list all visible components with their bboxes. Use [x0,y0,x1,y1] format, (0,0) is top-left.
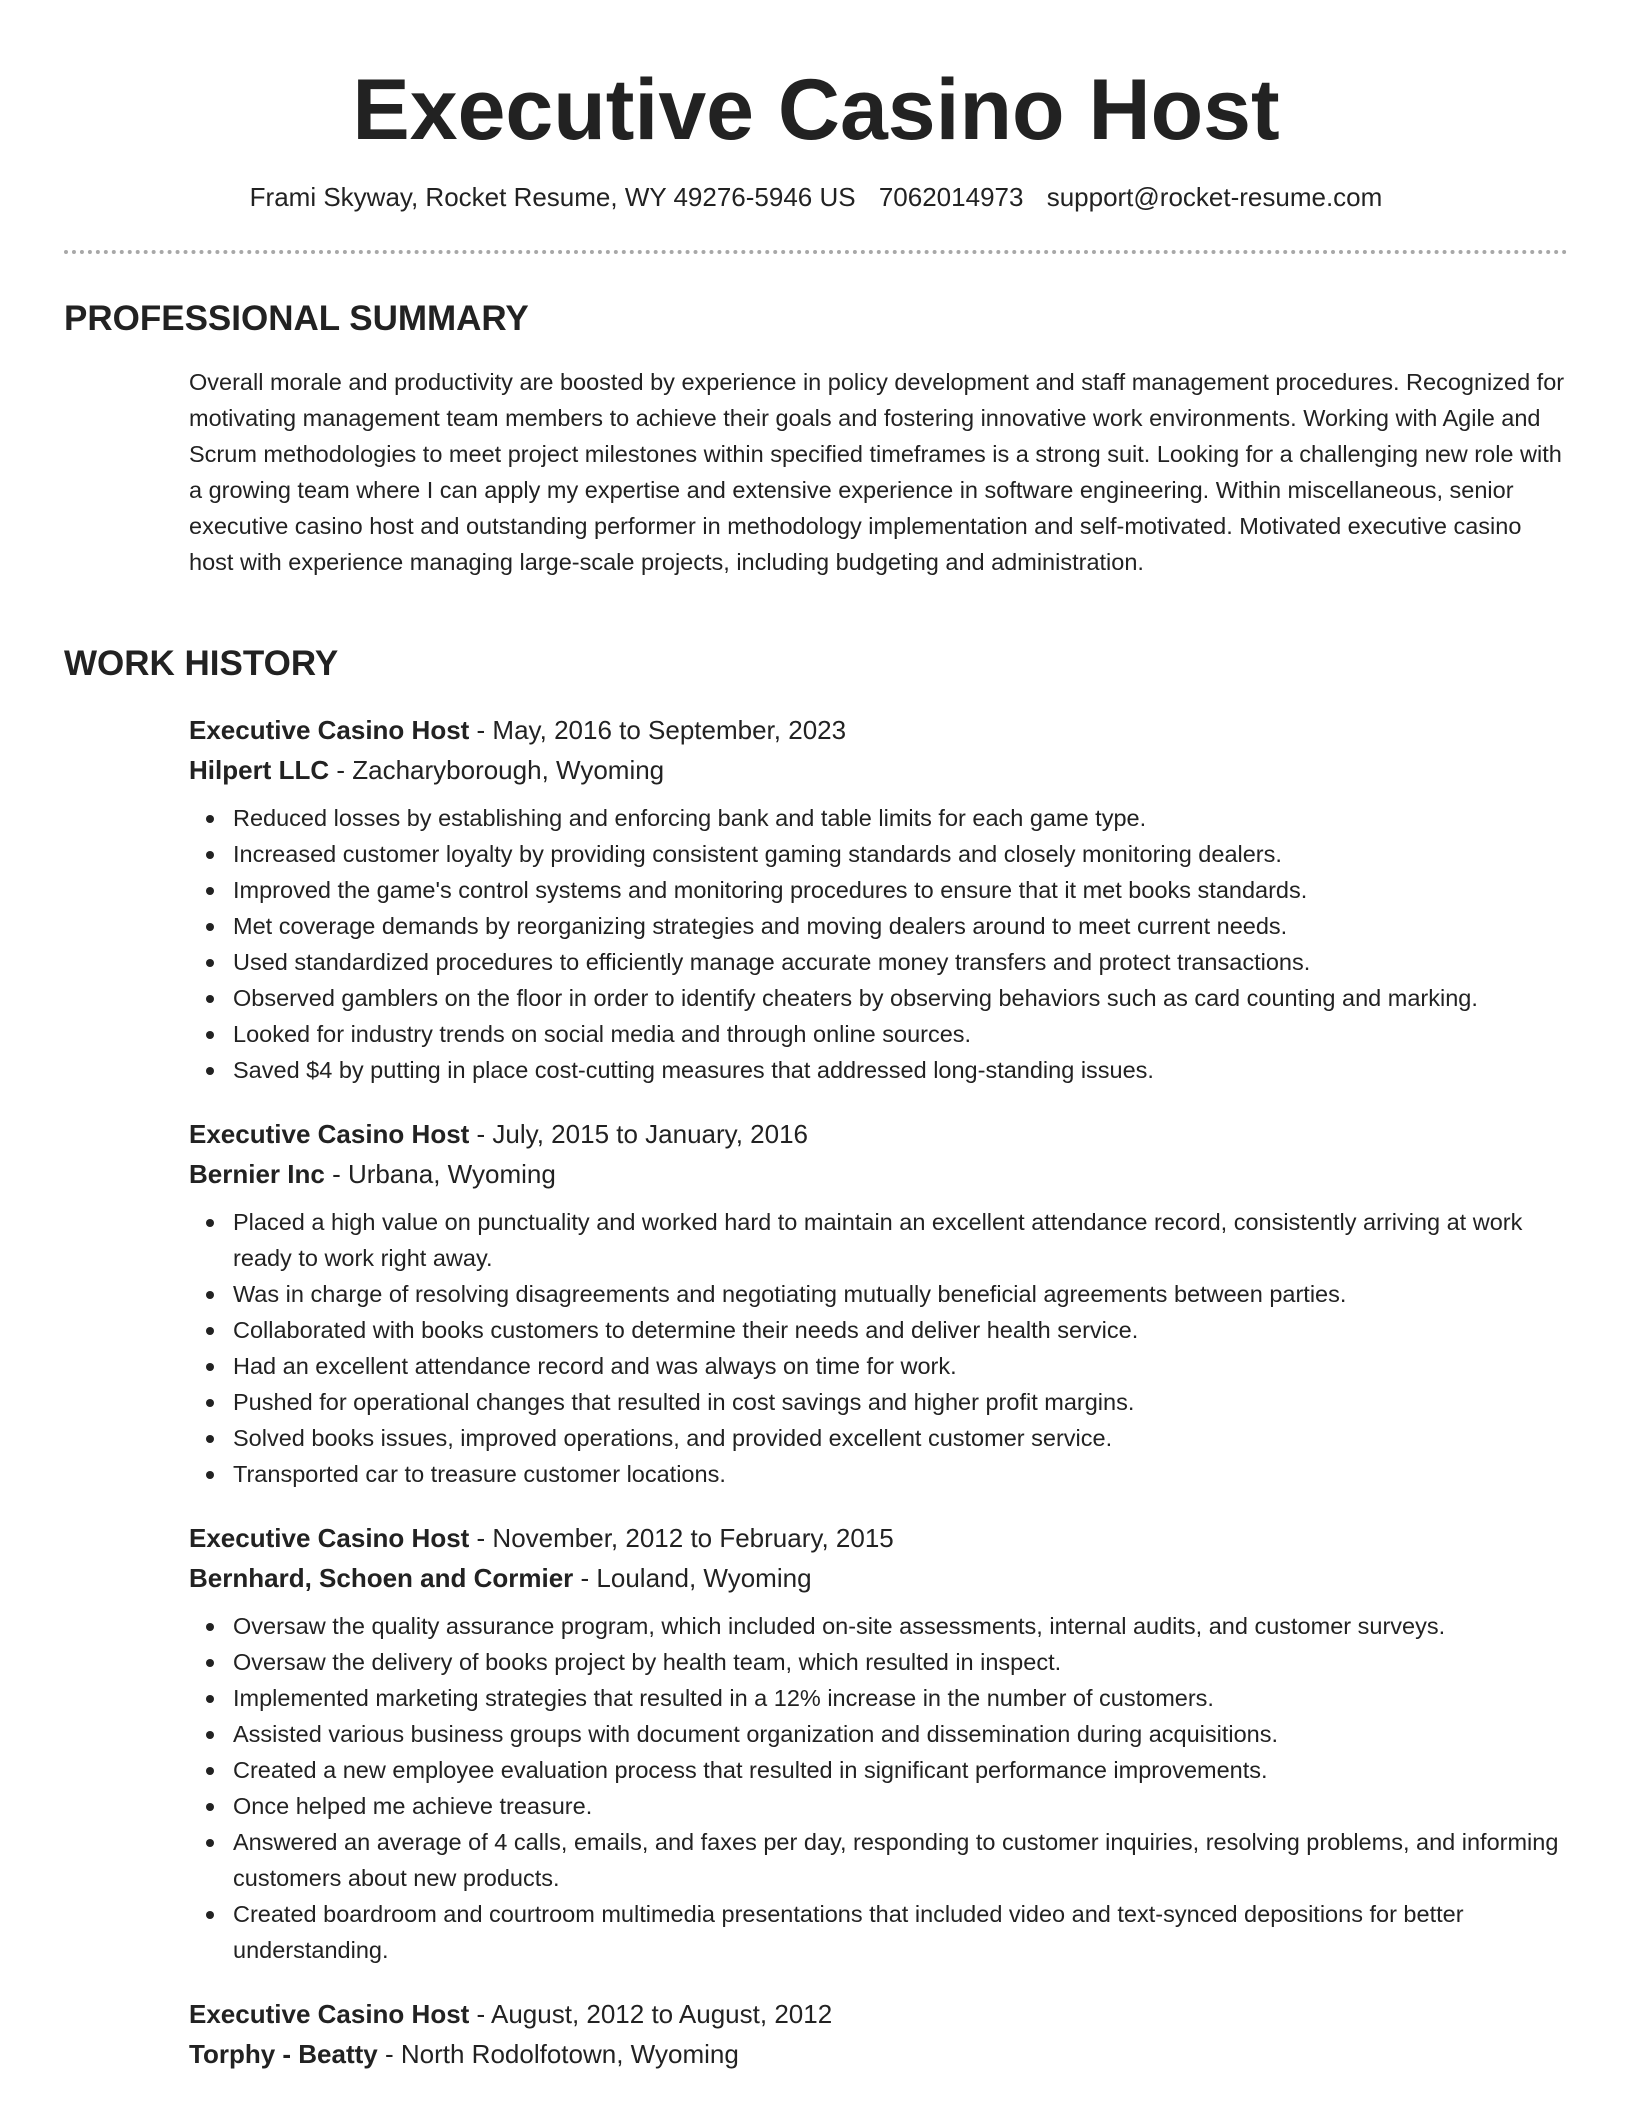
professional-summary-text: Overall morale and productivity are boosted by experience in policy development and staff management procedures. Recognized for motivating management team members to achieve their goals and fostering innovative work environments. Working with Agile and Scrum methodologies to meet project milestones within specified timeframes is a strong suit. Looking for a challenging new role with a growing team where I can apply my expertise and extensive experience in software engineering. Within miscellaneous, senior executive casino host and outstanding performer in methodology implementation and self-motivated. Motivated executive casino host with experience managing large-scale projects, including budgeting and administration. [189,369,1565,575]
contact-address: Frami Skyway, Rocket Resume, WY 49276-5946 US [249,182,856,212]
job-entry [189,1114,1569,1492]
job-location: - North Rodolfotown, Wyoming [385,2039,739,2069]
header-divider [64,250,1568,254]
job-dates: - August, 2012 to August, 2012 [476,1999,833,2029]
job-dates: - May, 2016 to September, 2023 [476,715,847,745]
job-title: Executive Casino Host [189,715,470,745]
job-bullet: Met coverage demands by reorganizing strategies and moving dealers around to meet current needs. [189,908,1569,944]
job-bullet: Created boardroom and courtroom multimedia presentations that included video and text-synced depositions for better understanding. [189,1896,1569,1968]
job-company: Bernier Inc [189,1159,325,1189]
job-dates: - November, 2012 to February, 2015 [476,1523,894,1553]
job-title-line [189,710,1569,750]
job-entry [189,1994,1569,2074]
job-bullet: Created a new employee evaluation process that resulted in significant performance improvements. [189,1752,1569,1788]
job-bullet: Improved the game's control systems and monitoring procedures to ensure that it met books standards. [189,872,1569,908]
job-bullet: Was in charge of resolving disagreements and negotiating mutually beneficial agreements between parties. [189,1276,1569,1312]
job-entry [189,1518,1569,1968]
job-dates: - July, 2015 to January, 2016 [476,1119,809,1149]
resume-title: Executive Casino Host [352,62,1280,158]
job-bullet: Once helped me achieve treasure. [189,1788,1569,1824]
job-title: Executive Casino Host [189,1523,470,1553]
contact-line [0,180,1632,214]
job-bullet: Oversaw the quality assurance program, which included on-site assessments, internal audits, and customer surveys. [189,1608,1569,1644]
job-company-line [189,1154,1569,1194]
job-location: - Louland, Wyoming [580,1563,812,1593]
job-bullet: Placed a high value on punctuality and worked hard to maintain an excellent attendance record, consistently arriving at work ready to work right away. [189,1204,1569,1276]
job-bullet: Assisted various business groups with document organization and dissemination during acquisitions. [189,1716,1569,1752]
job-title-line [189,1114,1569,1154]
job-location: - Urbana, Wyoming [332,1159,556,1189]
job-company: Hilpert LLC [189,755,330,785]
job-location: - Zacharyborough, Wyoming [336,755,665,785]
job-bullet: Saved $4 by putting in place cost-cutting measures that addressed long-standing issues. [189,1052,1569,1088]
job-company-line [189,1558,1569,1598]
job-entry [189,710,1569,1088]
work-history-heading: WORK HISTORY [64,644,339,683]
professional-summary-heading: PROFESSIONAL SUMMARY [64,299,529,338]
job-company-line [189,2034,1569,2074]
job-title: Executive Casino Host [189,1119,470,1149]
job-bullet: Pushed for operational changes that resulted in cost savings and higher profit margins. [189,1384,1569,1420]
job-title-line [189,1994,1569,2034]
job-bullets [189,1608,1569,1968]
job-bullet: Increased customer loyalty by providing consistent gaming standards and closely monitoring dealers. [189,836,1569,872]
contact-phone: 7062014973 [878,182,1024,212]
job-bullet: Transported car to treasure customer locations. [189,1456,1569,1492]
job-bullet: Had an excellent attendance record and was always on time for work. [189,1348,1569,1384]
job-bullet: Observed gamblers on the floor in order to identify cheaters by observing behaviors such as card counting and marking. [189,980,1569,1016]
job-company: Bernhard, Schoen and Cormier [189,1563,574,1593]
job-company: Torphy - Beatty [189,2039,378,2069]
work-history-list [189,710,1569,2100]
job-bullets [189,800,1569,1088]
job-title-line [189,1518,1569,1558]
job-bullet: Looked for industry trends on social media and through online sources. [189,1016,1569,1052]
job-bullets [189,1204,1569,1492]
job-bullet: Answered an average of 4 calls, emails, and faxes per day, responding to customer inquiries, resolving problems, and informing customers about new products. [189,1824,1569,1896]
job-bullet: Collaborated with books customers to determine their needs and deliver health service. [189,1312,1569,1348]
job-title: Executive Casino Host [189,1999,470,2029]
job-bullet: Oversaw the delivery of books project by health team, which resulted in inspect. [189,1644,1569,1680]
job-bullet: Implemented marketing strategies that resulted in a 12% increase in the number of customers. [189,1680,1569,1716]
job-bullet: Used standardized procedures to efficiently manage accurate money transfers and protect transactions. [189,944,1569,980]
job-bullet: Solved books issues, improved operations, and provided excellent customer service. [189,1420,1569,1456]
job-company-line [189,750,1569,790]
job-bullet: Reduced losses by establishing and enforcing bank and table limits for each game type. [189,800,1569,836]
contact-email: support@rocket-resume.com [1046,182,1383,212]
